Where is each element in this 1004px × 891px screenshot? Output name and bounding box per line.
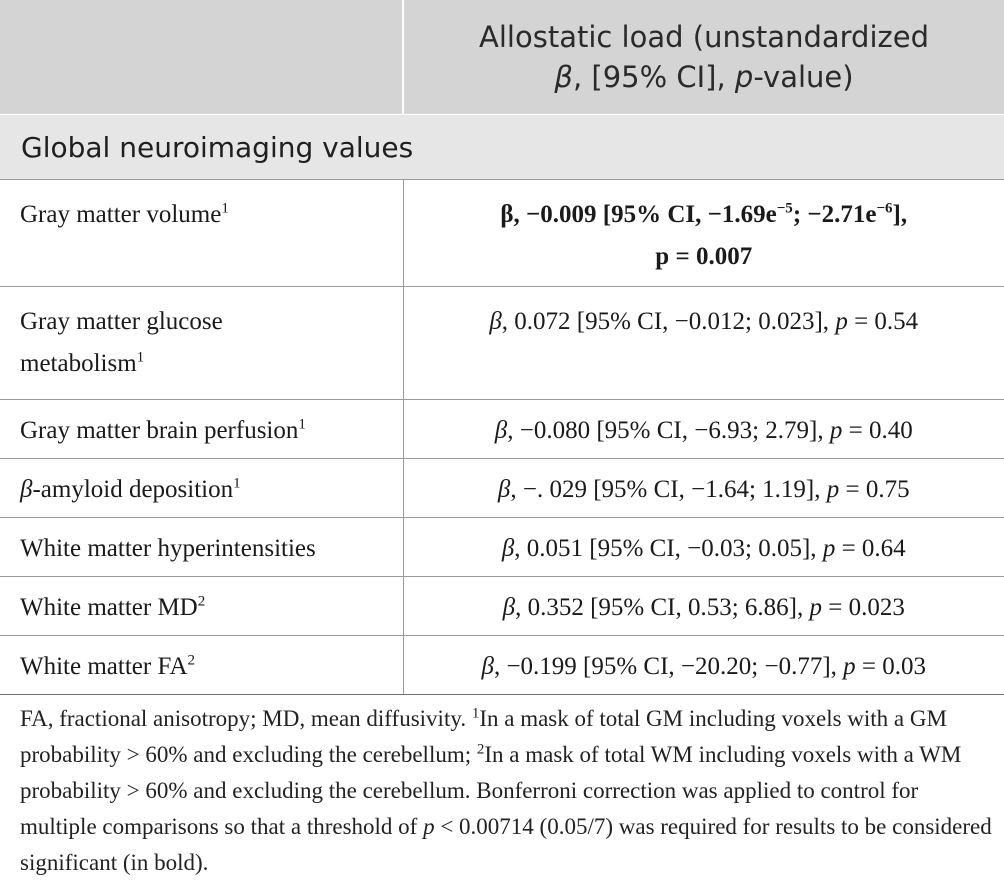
section-title: Global neuroimaging values	[0, 115, 1004, 180]
row-label	[0, 400, 403, 459]
table-row	[0, 287, 1004, 400]
footnote-part: FA, fractional anisotropy; MD, mean diffusivity.	[20, 706, 472, 731]
value-p: p	[809, 594, 822, 621]
row-label	[0, 518, 403, 577]
label-superscript: 2	[197, 593, 206, 610]
label-text: -amyloid deposition	[32, 476, 234, 503]
value-part: = 0.75	[839, 476, 910, 503]
label-text: Gray matter volume	[20, 201, 222, 228]
label-text: metabolism	[20, 350, 137, 377]
row-label	[0, 636, 403, 695]
table-row	[0, 518, 1004, 577]
label-text: Gray matter glucose	[20, 308, 223, 335]
value-part: = 0.03	[855, 653, 927, 680]
table-row	[0, 400, 1004, 459]
value-superscript: −6	[876, 200, 893, 217]
value-p: p	[843, 653, 856, 680]
value-beta: β	[481, 653, 494, 680]
value-part: = 0.64	[835, 535, 906, 562]
row-value	[403, 459, 1004, 518]
row-label	[0, 577, 403, 636]
value-part: = 0.40	[842, 417, 913, 444]
value-part: = 0.54	[847, 308, 919, 335]
row-value	[403, 287, 1004, 400]
table-footnote	[20, 701, 995, 881]
value-part: ],	[892, 201, 908, 228]
value-superscript: −5	[776, 200, 793, 217]
row-value-significant	[403, 180, 1004, 287]
label-text: Gray matter brain perfusion	[20, 417, 299, 444]
label-text: White matter MD	[20, 594, 198, 621]
row-value	[403, 518, 1004, 577]
header-line-1: Allostatic load (unstandardized	[479, 20, 929, 54]
footnote-superscript: 1	[471, 705, 480, 722]
value-beta: β	[501, 535, 515, 562]
value-part: ; −2.71e	[792, 201, 877, 228]
value-p: p	[826, 476, 840, 503]
footnote-p: p	[423, 814, 435, 839]
value-beta: β	[497, 476, 511, 503]
value-part: , −. 029 [95% CI, −1.64; 1.19],	[510, 476, 827, 503]
row-value	[403, 577, 1004, 636]
header-empty-cell	[0, 0, 403, 115]
table-row	[0, 459, 1004, 518]
header-beta: β	[554, 60, 573, 94]
value-part: β, −0.009 [95% CI, −1.69e	[500, 201, 777, 228]
value-beta: β	[502, 594, 516, 621]
value-part: , 0.352 [95% CI, 0.53; 6.86],	[515, 594, 810, 621]
header-line-2	[404, 57, 1004, 97]
footnote-part: In a mask of total WM including voxels with a WM probability > 60% and excluding the cerebellum. Bonferroni correction was applied to control for multiple comparisons so that a threshold of	[20, 742, 962, 839]
value-p: p	[829, 417, 843, 444]
table-row	[0, 636, 1004, 695]
label-superscript: 1	[221, 200, 229, 217]
footnote-text	[20, 701, 995, 881]
label-text: White matter FA	[20, 653, 188, 680]
row-label	[0, 180, 403, 287]
label-beta: β	[20, 476, 33, 503]
header-ci: , [95% CI],	[572, 60, 735, 94]
row-value	[403, 636, 1004, 695]
label-superscript: 2	[187, 652, 196, 669]
footnote-part: In a mask of total GM including voxels with a GM probability > 60% and excluding the cerebellum;	[20, 706, 947, 767]
row-label	[0, 287, 403, 400]
value-part: , −0.080 [95% CI, −6.93; 2.79],	[507, 417, 830, 444]
value-beta: β	[494, 417, 508, 444]
header-p: p	[734, 60, 754, 94]
label-superscript: 1	[298, 416, 306, 433]
value-part: , 0.072 [95% CI, −0.012; 0.023],	[501, 308, 836, 335]
section-row	[0, 115, 1004, 180]
table-row	[0, 577, 1004, 636]
value-part: = 0.023	[822, 594, 905, 621]
value-beta: β	[489, 308, 502, 335]
row-value	[403, 400, 1004, 459]
table-header-row	[0, 0, 1004, 115]
header-allostatic-load	[403, 0, 1004, 115]
value-p: p	[822, 535, 836, 562]
value-part: , 0.051 [95% CI, −0.03; 0.05],	[514, 535, 823, 562]
footnote-superscript: 2	[476, 741, 485, 758]
value-part: , −0.199 [95% CI, −20.20; −0.77],	[493, 653, 844, 680]
row-label	[0, 459, 403, 518]
value-p: p	[835, 308, 848, 335]
value-p: p = 0.007	[655, 243, 753, 270]
header-value: -value)	[753, 60, 854, 94]
footnote-part: < 0.00714 (0.05/7) was required for results to be considered significant (in bold).	[20, 814, 992, 875]
label-superscript: 1	[233, 475, 241, 492]
label-text: White matter hyperintensities	[20, 535, 316, 562]
label-superscript: 1	[136, 349, 145, 366]
table-row	[0, 180, 1004, 287]
